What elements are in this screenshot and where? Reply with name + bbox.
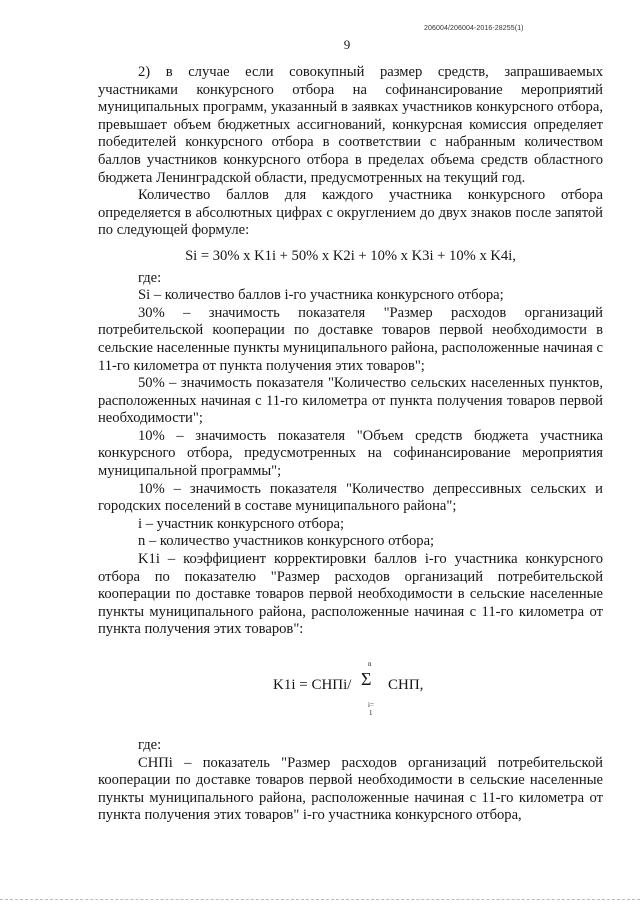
- definition-weight-30: 30% – значимость показателя "Размер расходов организаций потребительской кооперации по доставке товаров первой необходимости в сельские населенные пункты муниципального района, расположенные начиная с 11-го километра от пункта получения этих товаров";: [98, 304, 603, 374]
- paragraph-score-intro: Количество баллов для каждого участника конкурсного отбора определяется в абсолютных цифрах с округлением до двух знаков после запятой по следующей формуле:: [98, 187, 603, 239]
- document-body: [98, 64, 603, 825]
- definition-n: n – количество участников конкурсного отбора;: [138, 533, 435, 550]
- k1i-formula-right: СНП,: [388, 677, 424, 693]
- definition-weight-10-depressive: 10% – значимость показателя "Количество депрессивных сельских и городских поселений в составе муниципального района";: [98, 480, 603, 515]
- document-id: 206004/206004-2016-28255(1): [424, 25, 524, 32]
- definition-k1i: K1i – коэффициент корректировки баллов i-го участника конкурсного отбора по показателю "Размер расходов организаций потребительской кооперации по доставке товаров первой необходимости в сельские населенные пункты муниципального района, расположенные начиная с 11-го километра от пункта получения этих товаров":: [98, 551, 603, 638]
- page-number: 9: [343, 37, 351, 52]
- definition-snpi: СНПi – показатель "Размер расходов организаций потребительской кооперации по доставке товаров первой необходимости в сельские населенные пункты муниципального района, расположенные начиная с 11-го километра от пункта получения этих товаров" i-го участника конкурсного отбора,: [98, 754, 603, 824]
- k1i-formula-left: K1i = СНПi/: [273, 677, 352, 693]
- definition-weight-10-budget: 10% – значимость показателя "Объем средств бюджета участника конкурсного отбора, предусмотренных на софинансирование мероприятия муниципальной программы";: [98, 427, 603, 480]
- k1i-formula: [98, 653, 603, 717]
- sum-lower-index: i=: [368, 701, 374, 709]
- score-formula: Si = 30% х K1i + 50% х K2i + 10% х K3i + 10% х K4i,: [185, 247, 516, 264]
- where-label: где:: [138, 269, 162, 286]
- definition-weight-50: 50% – значимость показателя "Количество сельских населенных пунктов, расположенных начиная с 11-го километра от пункта получения товаров первой необходимости";: [98, 375, 603, 427]
- sum-upper-limit: n: [368, 660, 372, 668]
- sigma-symbol: Σ: [361, 669, 372, 689]
- definition-si: Si – количество баллов i-го участника конкурсного отбора;: [138, 287, 504, 304]
- paragraph-selection-rule: 2) в случае если совокупный размер средств, запрашиваемых участниками конкурсного отбора на софинансирование мероприятий муниципальных программ, указанный в заявках участников конкурсного отбора, превышает объем бюджетных ассигнований, конкурсная комиссия определяет победителей конкурсного отбора в соответствии с набранным количеством баллов участников конкурсного отбора в пределах объема средств областного бюджета Ленинградской области, предусмотренных на текущий год.: [98, 64, 603, 186]
- sum-lower-limit: 1: [369, 709, 373, 717]
- definition-i: i – участник конкурсного отбора;: [138, 515, 345, 532]
- where-label-2: где:: [138, 737, 162, 753]
- page-bottom-edge: [0, 899, 640, 901]
